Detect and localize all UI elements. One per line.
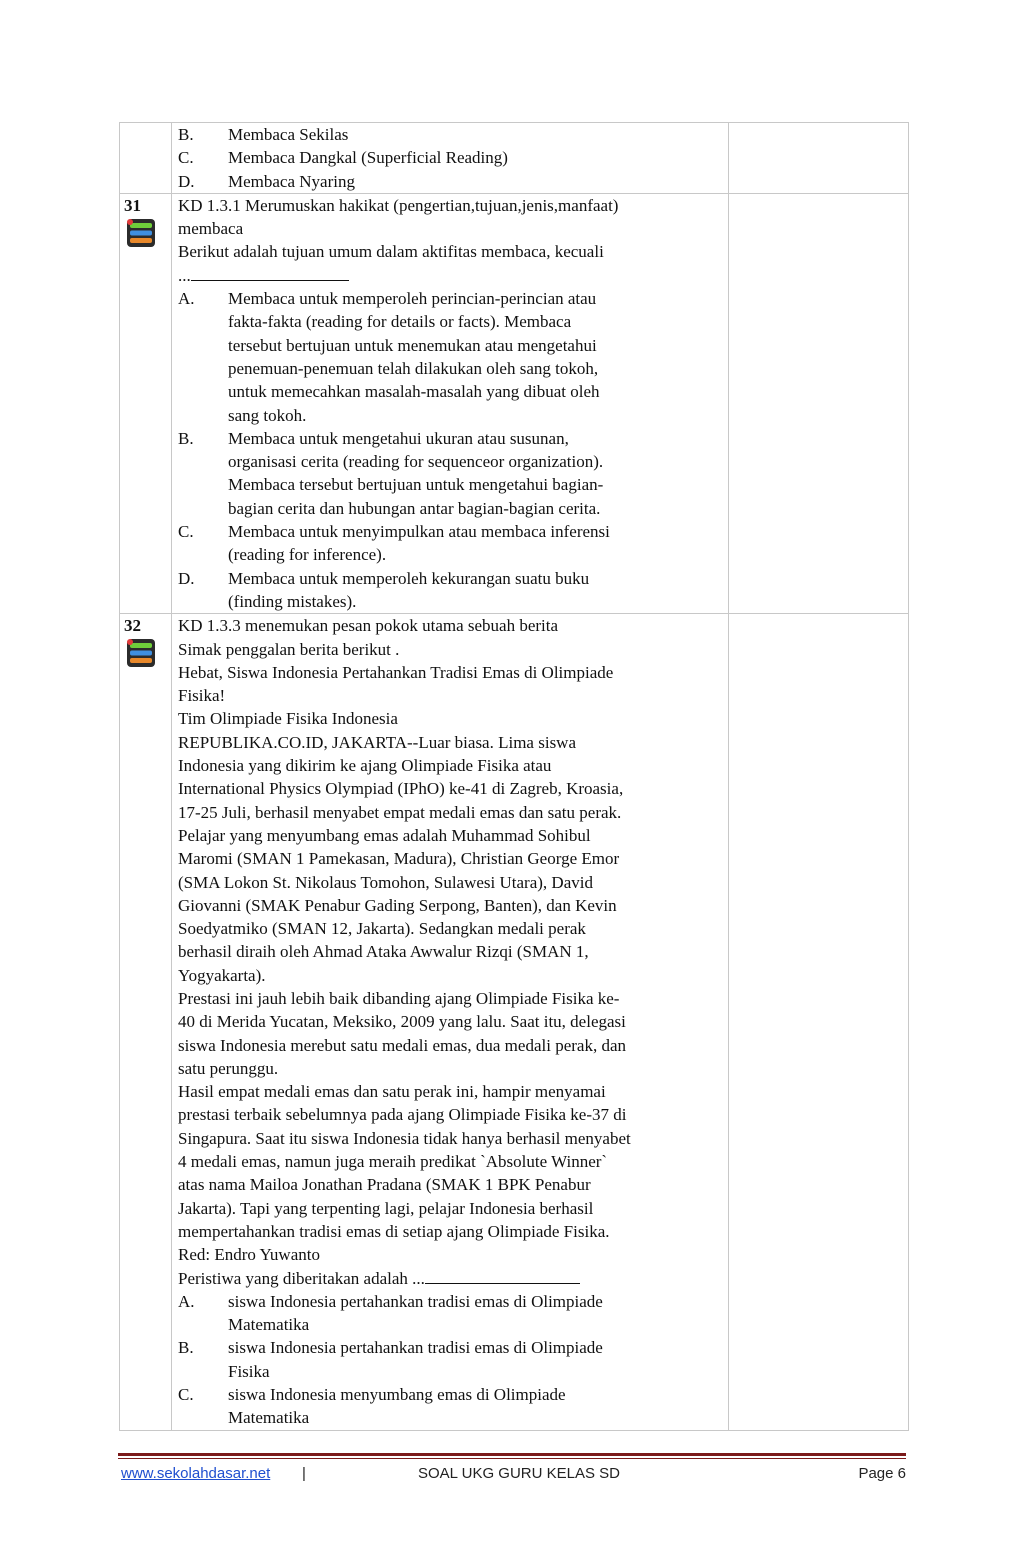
stack-list-icon [126, 218, 156, 248]
footer-title: SOAL UKG GURU KELAS SD [418, 1465, 621, 1482]
table-row [120, 123, 909, 194]
option-c: C. siswa Indonesia menyumbang emas di Olimpiade Matematika [178, 1385, 566, 1428]
answer-cell [729, 123, 909, 194]
option-d: D. Membaca untuk memperoleh kekurangan suatu buku (finding mistakes). [178, 568, 590, 611]
stack-list-icon [126, 638, 156, 668]
question-table [119, 122, 909, 1431]
option-c: C. Membaca Dangkal (Superficial Reading) [178, 148, 508, 168]
option-a: A. siswa Indonesia pertahankan tradisi emas di Olimpiade Matematika [178, 1291, 603, 1335]
answer-cell [729, 193, 909, 613]
number-cell [120, 123, 172, 194]
option-b: B. Membaca untuk mengetahui ukuran atau susunan, organisasi cerita (reading for sequenceor organization). Membaca tersebut bertujuan untuk mengetahui bagian- bagian cerita dan hubungan antar bagian-bagian cerita. [178, 428, 604, 518]
website-link[interactable]: www.sekolahdasar.net [121, 1465, 271, 1482]
question-cell [172, 614, 729, 1430]
table-row [120, 193, 909, 613]
footer-divider [118, 1453, 906, 1456]
question-cell [172, 123, 729, 194]
option-a: A. Membaca untuk memperoleh perincian-perincian atau fakta-fakta (reading for details or facts). Membaca tersebut bertujuan untuk menemukan atau mengetahui penemuan-penemuan telah dilakukan oleh sang tokoh, untuk memecahkan masalah-masalah yang dibuat oleh sang tokoh. [178, 289, 600, 425]
option-b: B. siswa Indonesia pertahankan tradisi emas di Olimpiade Fisika [178, 1338, 603, 1381]
question-number: 31 [124, 195, 141, 215]
question-text: Berikut adalah tujuan umum dalam aktifitas membaca, kecuali [178, 242, 604, 262]
page-footer [121, 1465, 906, 1487]
option-c: C. Membaca untuk menyimpulkan atau membaca inferensi (reading for inference). [178, 522, 610, 565]
news-passage: KD 1.3.3 menemukan pesan pokok utama sebuah berita Simak penggalan berita berikut . Hebat, Siswa Indonesia Pertahankan Tradisi Emas di Olimpiade Fisika! Tim Olimpiade Fisika Indonesia REPUBLIKA.CO.ID, JAKARTA--Luar biasa. Lima siswa Indonesia yang dikirim ke ajang Olimpiade Fisika atau International Physics Olympiad (IPhO) ke-41 di Zagreb, Kroasia, 17-25 Juli, berhasil menyabet empat medali emas dan satu perak. Pelajar yang menyumbang emas adalah Muhammad Sohibul Maromi (SMAN 1 Pamekasan, Madura), Christian George Emor (SMA Lokon St. Nikolaus Tomohon, Sulawesi Utara), David Giovanni (SMAK Penabur Gading Serpong, Banten), dan Kevin Soedyatmiko (SMAN 12, Jakarta). Sedangkan medali perak berhasil diraih oleh Ahmad Ataka Awwalur Rizqi (SMAN 1, Yogyakarta). Prestasi ini jauh lebih baik dibanding ajang Olimpiade Fisika ke- 40 di Merida Yucatan, Meksiko, 2009 yang lalu. Saat itu, delegasi siswa Indonesia merebut satu medali emas, dua medali perak, dan satu perunggu. Hasil empat medali emas dan satu perak ini, hampir menyamai prestasi terbaik sebelumnya pada ajang Olimpiade Fisika ke-37 di Singapura. Saat itu siswa Indonesia tidak hanya berhasil menyabet 4 medali emas, namun juga meraih predikat `Absolute Winner` atas nama Mailoa Jonathan Pradana (SMAK 1 BPK Penabur Jakarta). Tapi yang terpenting lagi, pelajar Indonesia berhasil mempertahankan tradisi emas di setiap ajang Olimpiade Fisika. Red: Endro Yuwanto [178, 614, 722, 1266]
news-headline: Hebat, Siswa Indonesia Pertahankan Tradisi Emas di Olimpiade [178, 662, 614, 682]
answer-blank [425, 1267, 580, 1284]
question-text: Peristiwa yang diberitakan adalah ... [178, 1267, 722, 1290]
kd-text: KD 1.3.1 Merumuskan hakikat (pengertian,tujuan,jenis,manfaat) [178, 195, 619, 215]
option-b: B. Membaca Sekilas [178, 125, 349, 144]
number-cell [120, 193, 172, 613]
question-text: ... [178, 264, 722, 287]
answer-blank [191, 264, 349, 281]
page-number: Page 6 [858, 1465, 906, 1482]
kd-text: KD 1.3.3 menemukan pesan pokok utama sebuah berita [178, 616, 559, 636]
table-row [120, 614, 909, 1430]
number-cell [120, 614, 172, 1430]
question-cell [172, 193, 729, 613]
footer-separator: | [302, 1465, 306, 1482]
kd-text: membaca [178, 219, 244, 239]
answer-cell [729, 614, 909, 1430]
option-d: D. Membaca Nyaring [178, 171, 355, 191]
footer-divider-thin [118, 1458, 906, 1459]
question-number: 32 [124, 616, 141, 636]
